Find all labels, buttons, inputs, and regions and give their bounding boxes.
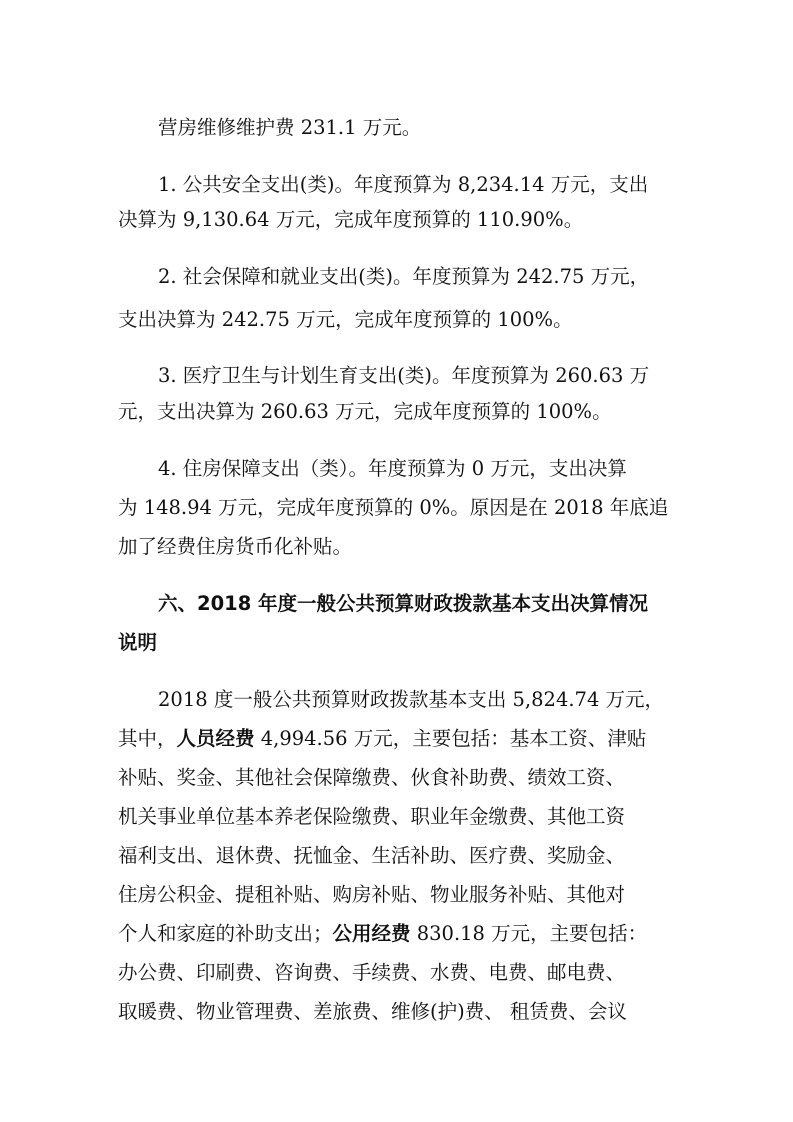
intro-text: 营房维修维护费 231.1 万元。 — [158, 116, 422, 139]
item-1-line-2: 决算为 9,130.64 万元，完成年度预算的 110.90%。 — [118, 208, 584, 231]
section-heading-line-2: 说明 — [118, 631, 158, 654]
public-expenses-label: 公用经费 — [332, 922, 411, 945]
body-line-7-suffix: 830.18 万元，主要包括： — [410, 922, 648, 945]
personnel-expenses-label: 人员经费 — [176, 727, 255, 750]
body-line-8: 办公费、印刷费、咨询费、手续费、水费、电费、邮电费、 — [118, 961, 626, 984]
body-line-7 — [118, 922, 647, 946]
body-line-5: 福利支出、退休费、抚恤金、生活补助、医疗费、奖励金、 — [118, 844, 626, 867]
body-line-3: 补贴、奖金、其他社会保障缴费、伙食补助费、绩效工资、 — [118, 766, 626, 789]
item-2-line-1: 2. 社会保障和就业支出(类)。年度预算为 242.75 万元， — [158, 265, 650, 288]
item-1-line-1: 1. 公共安全支出(类)。年度预算为 8,234.14 万元，支出 — [158, 173, 649, 196]
item-3-line-1: 3. 医疗卫生与计划生育支出(类)。年度预算为 260.63 万 — [158, 364, 650, 387]
item-4-line-2: 为 148.94 万元，完成年度预算的 0%。原因是在 2018 年底追 — [118, 496, 669, 519]
section-heading-line-1: 六、2018 年度一般公共预算财政拨款基本支出决算情况 — [158, 592, 649, 615]
body-line-2-prefix: 其中， — [118, 727, 177, 750]
item-2-line-2: 支出决算为 242.75 万元，完成年度预算的 100%。 — [118, 308, 573, 331]
body-line-1: 2018 度一般公共预算财政拨款基本支出 5,824.74 万元， — [158, 688, 665, 711]
body-line-2 — [118, 727, 646, 751]
body-line-6: 住房公积金、提租补贴、购房补贴、物业服务补贴、其他对 — [118, 883, 626, 906]
body-line-2-suffix: 4,994.56 万元，主要包括：基本工资、津贴 — [254, 727, 647, 750]
item-4-line-1: 4. 住房保障支出（类）。年度预算为 0 万元，支出决算 — [158, 457, 627, 480]
body-line-4: 机关事业单位基本养老保险缴费、职业年金缴费、其他工资 — [118, 805, 626, 828]
item-3-line-2: 元，支出决算为 260.63 万元，完成年度预算的 100%。 — [118, 400, 612, 423]
body-line-9: 取暖费、物业管理费、差旅费、维修(护)费、 租赁费、会议 — [118, 1000, 627, 1023]
body-line-7-prefix: 个人和家庭的补助支出； — [118, 922, 333, 945]
item-4-line-3: 加了经费住房货币化补贴。 — [118, 535, 353, 558]
